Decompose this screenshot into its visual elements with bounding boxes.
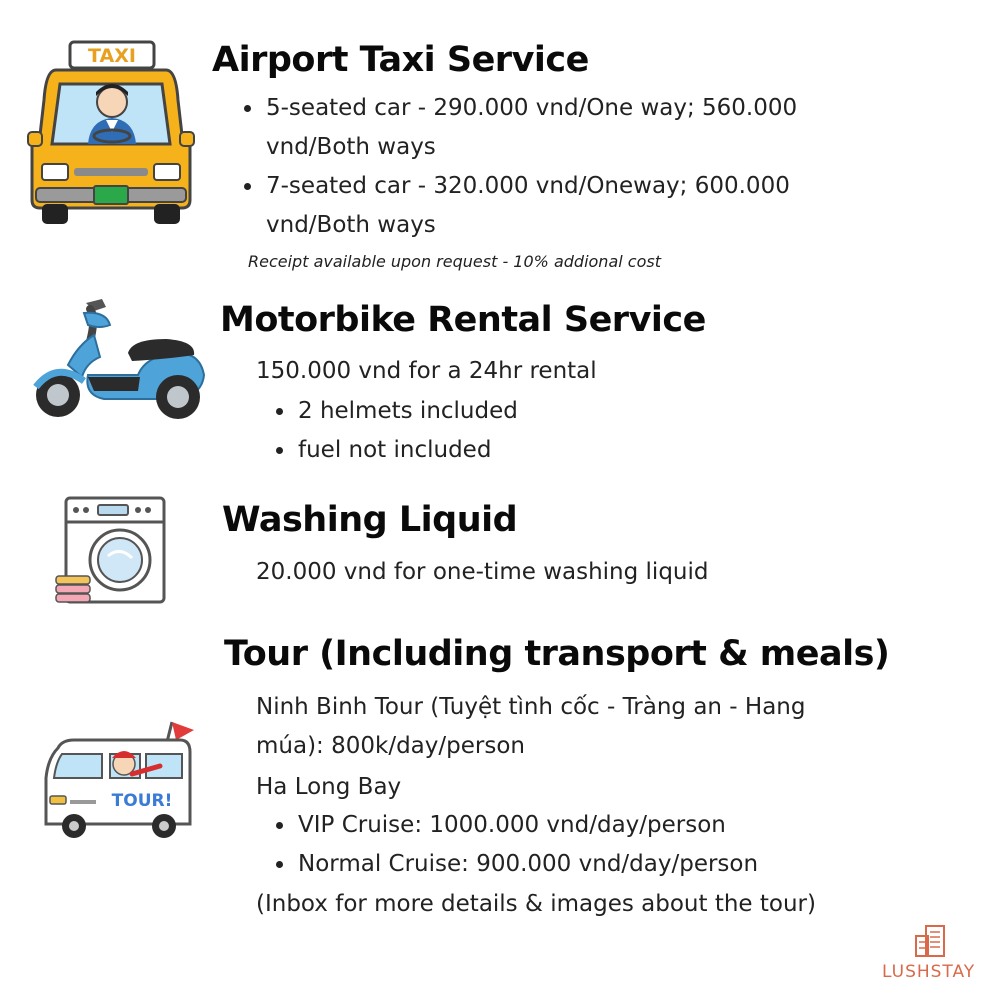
motorbike-price: 150.000 vnd for a 24hr rental (256, 358, 597, 384)
taxi-title: Airport Taxi Service (212, 40, 589, 80)
washing-machine-icon (54, 496, 170, 608)
tour-ninh-binh-line1: Ninh Binh Tour (Tuyệt tình cốc - Tràng an - Hang (256, 694, 806, 720)
scooter-icon (28, 295, 208, 425)
taxi-sign-text: TAXI (88, 45, 136, 67)
brand-name: LUSHSTAY (882, 962, 976, 982)
taxi-item-2-line2: vnd/Both ways (266, 212, 436, 238)
tour-bus-icon (40, 718, 200, 842)
tour-bus-sign-text: TOUR! (111, 791, 173, 811)
motorbike-item-2: fuel not included (298, 431, 491, 470)
tour-item-vip: VIP Cruise: 1000.000 vnd/day/person (298, 806, 726, 845)
tour-ha-long: Ha Long Bay (256, 774, 402, 800)
tour-inbox-note: (Inbox for more details & images about the tour) (256, 891, 816, 917)
taxi-icon (26, 40, 196, 230)
taxi-receipt-note: Receipt available upon request - 10% addional cost (248, 252, 661, 271)
motorbike-item-1: 2 helmets included (298, 392, 518, 431)
taxi-item-1-line2: vnd/Both ways (266, 134, 436, 160)
washing-title: Washing Liquid (222, 500, 518, 540)
motorbike-title: Motorbike Rental Service (220, 300, 706, 340)
tour-title: Tour (Including transport & meals) (224, 634, 890, 674)
building-icon (914, 924, 948, 958)
taxi-item-1-line1: 5-seated car - 290.000 vnd/One way; 560.000 (266, 89, 797, 128)
taxi-item-2-line1: 7-seated car - 320.000 vnd/Oneway; 600.000 (266, 167, 790, 206)
tour-ninh-binh-line2: múa): 800k/day/person (256, 733, 525, 759)
washing-price: 20.000 vnd for one-time washing liquid (256, 559, 709, 585)
tour-item-normal: Normal Cruise: 900.000 vnd/day/person (298, 845, 758, 884)
